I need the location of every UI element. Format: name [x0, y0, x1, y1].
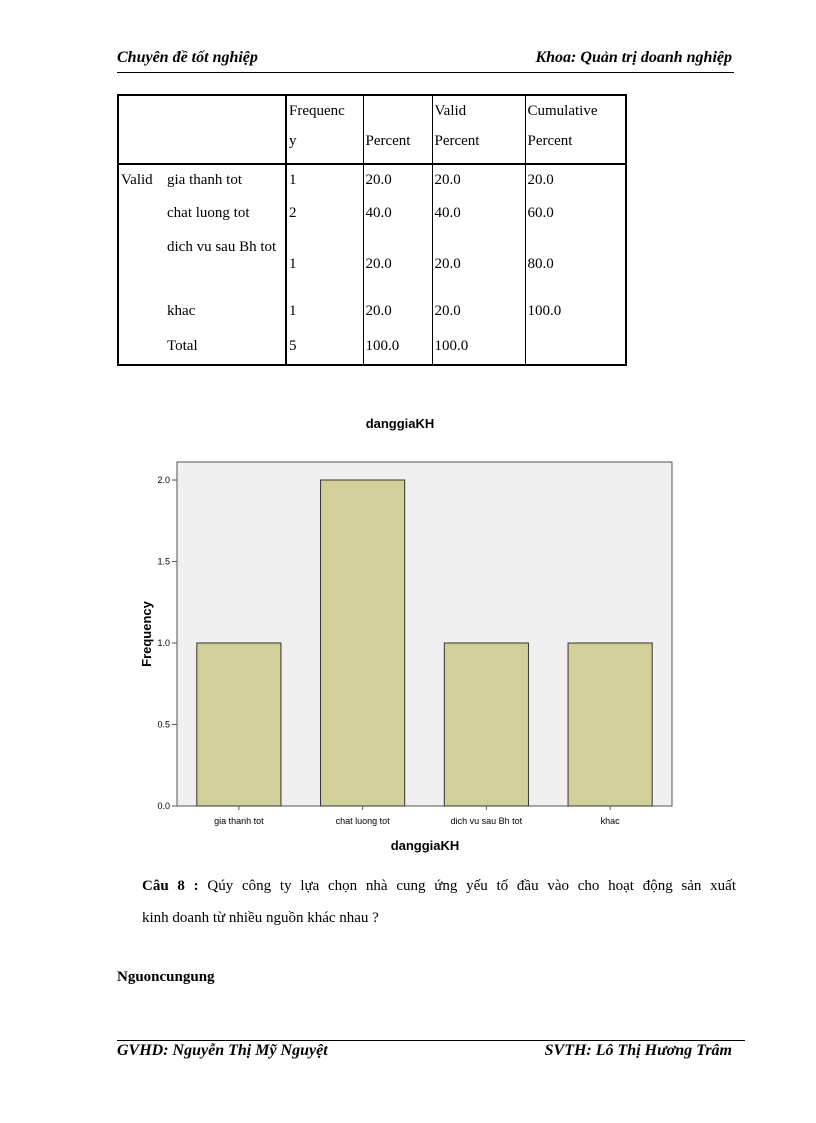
cell-percent: 20.0 — [363, 232, 432, 296]
chart-x-axis-label: danggiaKH — [390, 838, 460, 853]
cell-frequency: 1 — [286, 164, 363, 198]
footer-left: GVHD: Nguyễn Thị Mỹ Nguyệt — [117, 1042, 328, 1059]
col-header-valid-percent — [432, 95, 525, 164]
col-header-cumulative-line1: Cumulative — [527, 103, 598, 119]
cell-cumulative-percent: 60.0 — [527, 204, 554, 221]
col-header-frequency-line2: y — [289, 133, 297, 149]
col-header-valid-line2: Percent — [434, 133, 480, 149]
chart-y-axis-label: Frequency — [139, 601, 154, 667]
footer-rule — [117, 1040, 745, 1041]
col-header-percent — [363, 95, 432, 164]
cell-valid-percent: 20.0 — [432, 296, 525, 330]
cell-frequency: 2 — [286, 198, 363, 232]
x-tick-label: gia thanh tot — [214, 816, 264, 826]
chart-bar — [321, 480, 405, 806]
variable-name: Nguoncungung — [117, 969, 215, 985]
footer-right: SVTH: Lô Thị Hương Trâm — [544, 1042, 732, 1059]
table-row — [118, 296, 626, 330]
cell-valid-percent: 20.0 — [432, 164, 525, 198]
x-tick-label: dich vu sau Bh tot — [450, 816, 523, 826]
cell-percent: 40.0 — [363, 198, 432, 232]
row-label: dich vu sau Bh tot — [165, 232, 286, 296]
col-header-frequency — [286, 95, 363, 164]
question-text-2: kinh doanh từ nhiều nguồn khác nhau ? — [142, 910, 379, 926]
x-tick-label: chat luong tot — [335, 816, 390, 826]
header-rule — [117, 72, 734, 73]
row-label: Total — [165, 331, 286, 365]
col-header-cumulative-line2: Percent — [527, 133, 573, 149]
cell-cumulative-percent: 20.0 — [527, 171, 554, 188]
frequency-table — [117, 94, 627, 366]
col-header-valid-line1: Valid — [434, 103, 467, 119]
cell-percent: 20.0 — [363, 164, 432, 198]
cell-frequency: 1 — [286, 296, 363, 330]
cell-cumulative-percent: 80.0 — [527, 256, 554, 273]
header-left-title: Chuyên đề tốt nghiệp — [117, 49, 258, 66]
y-tick-label: 1.0 — [157, 638, 170, 648]
col-header-frequency-line1: Frequenc — [289, 103, 345, 119]
row-group-label: Valid — [121, 171, 153, 188]
y-tick-label: 1.5 — [157, 556, 170, 567]
chart-title: danggiaKH — [365, 416, 435, 431]
row-label: khac — [165, 296, 286, 330]
y-tick-label: 0.0 — [157, 801, 170, 811]
cell-valid-percent: 40.0 — [432, 198, 525, 232]
question-text-1: Qúy công ty lựa chọn nhà cung ứng yếu tố đầu vào cho hoạt động sản xuất — [207, 878, 737, 894]
cell-percent: 100.0 — [363, 331, 432, 365]
cell-frequency: 5 — [286, 331, 363, 365]
cell-cumulative-percent — [525, 331, 626, 365]
chart-bar — [197, 643, 281, 806]
cell-frequency: 1 — [286, 232, 363, 296]
cell-cumulative-percent: 100.0 — [527, 303, 562, 320]
question-line-1 — [142, 878, 736, 895]
table-row — [118, 331, 626, 365]
table-row — [118, 198, 626, 232]
col-header-percent-label: Percent — [365, 133, 411, 149]
frequency-bar-chart — [0, 400, 816, 870]
cell-percent: 20.0 — [363, 296, 432, 330]
cell-valid-percent: 20.0 — [432, 232, 525, 296]
chart-bar — [568, 643, 652, 806]
row-label: chat luong tot — [165, 198, 286, 232]
row-label: gia thanh tot — [165, 164, 286, 198]
table-row — [118, 164, 626, 198]
y-tick-label: 0.5 — [157, 719, 170, 730]
col-header-cumulative-percent — [525, 95, 626, 164]
header-right-title: Khoa: Quản trị doanh nghiệp — [535, 49, 732, 66]
cell-valid-percent: 100.0 — [432, 331, 525, 365]
x-tick-label: khac — [600, 816, 620, 826]
y-tick-label: 2.0 — [157, 475, 170, 485]
table-header-empty — [118, 95, 286, 164]
chart-bar — [444, 643, 528, 806]
question-label: Câu 8 : — [142, 878, 199, 894]
table-row — [118, 232, 626, 296]
table-header-row — [118, 95, 626, 164]
